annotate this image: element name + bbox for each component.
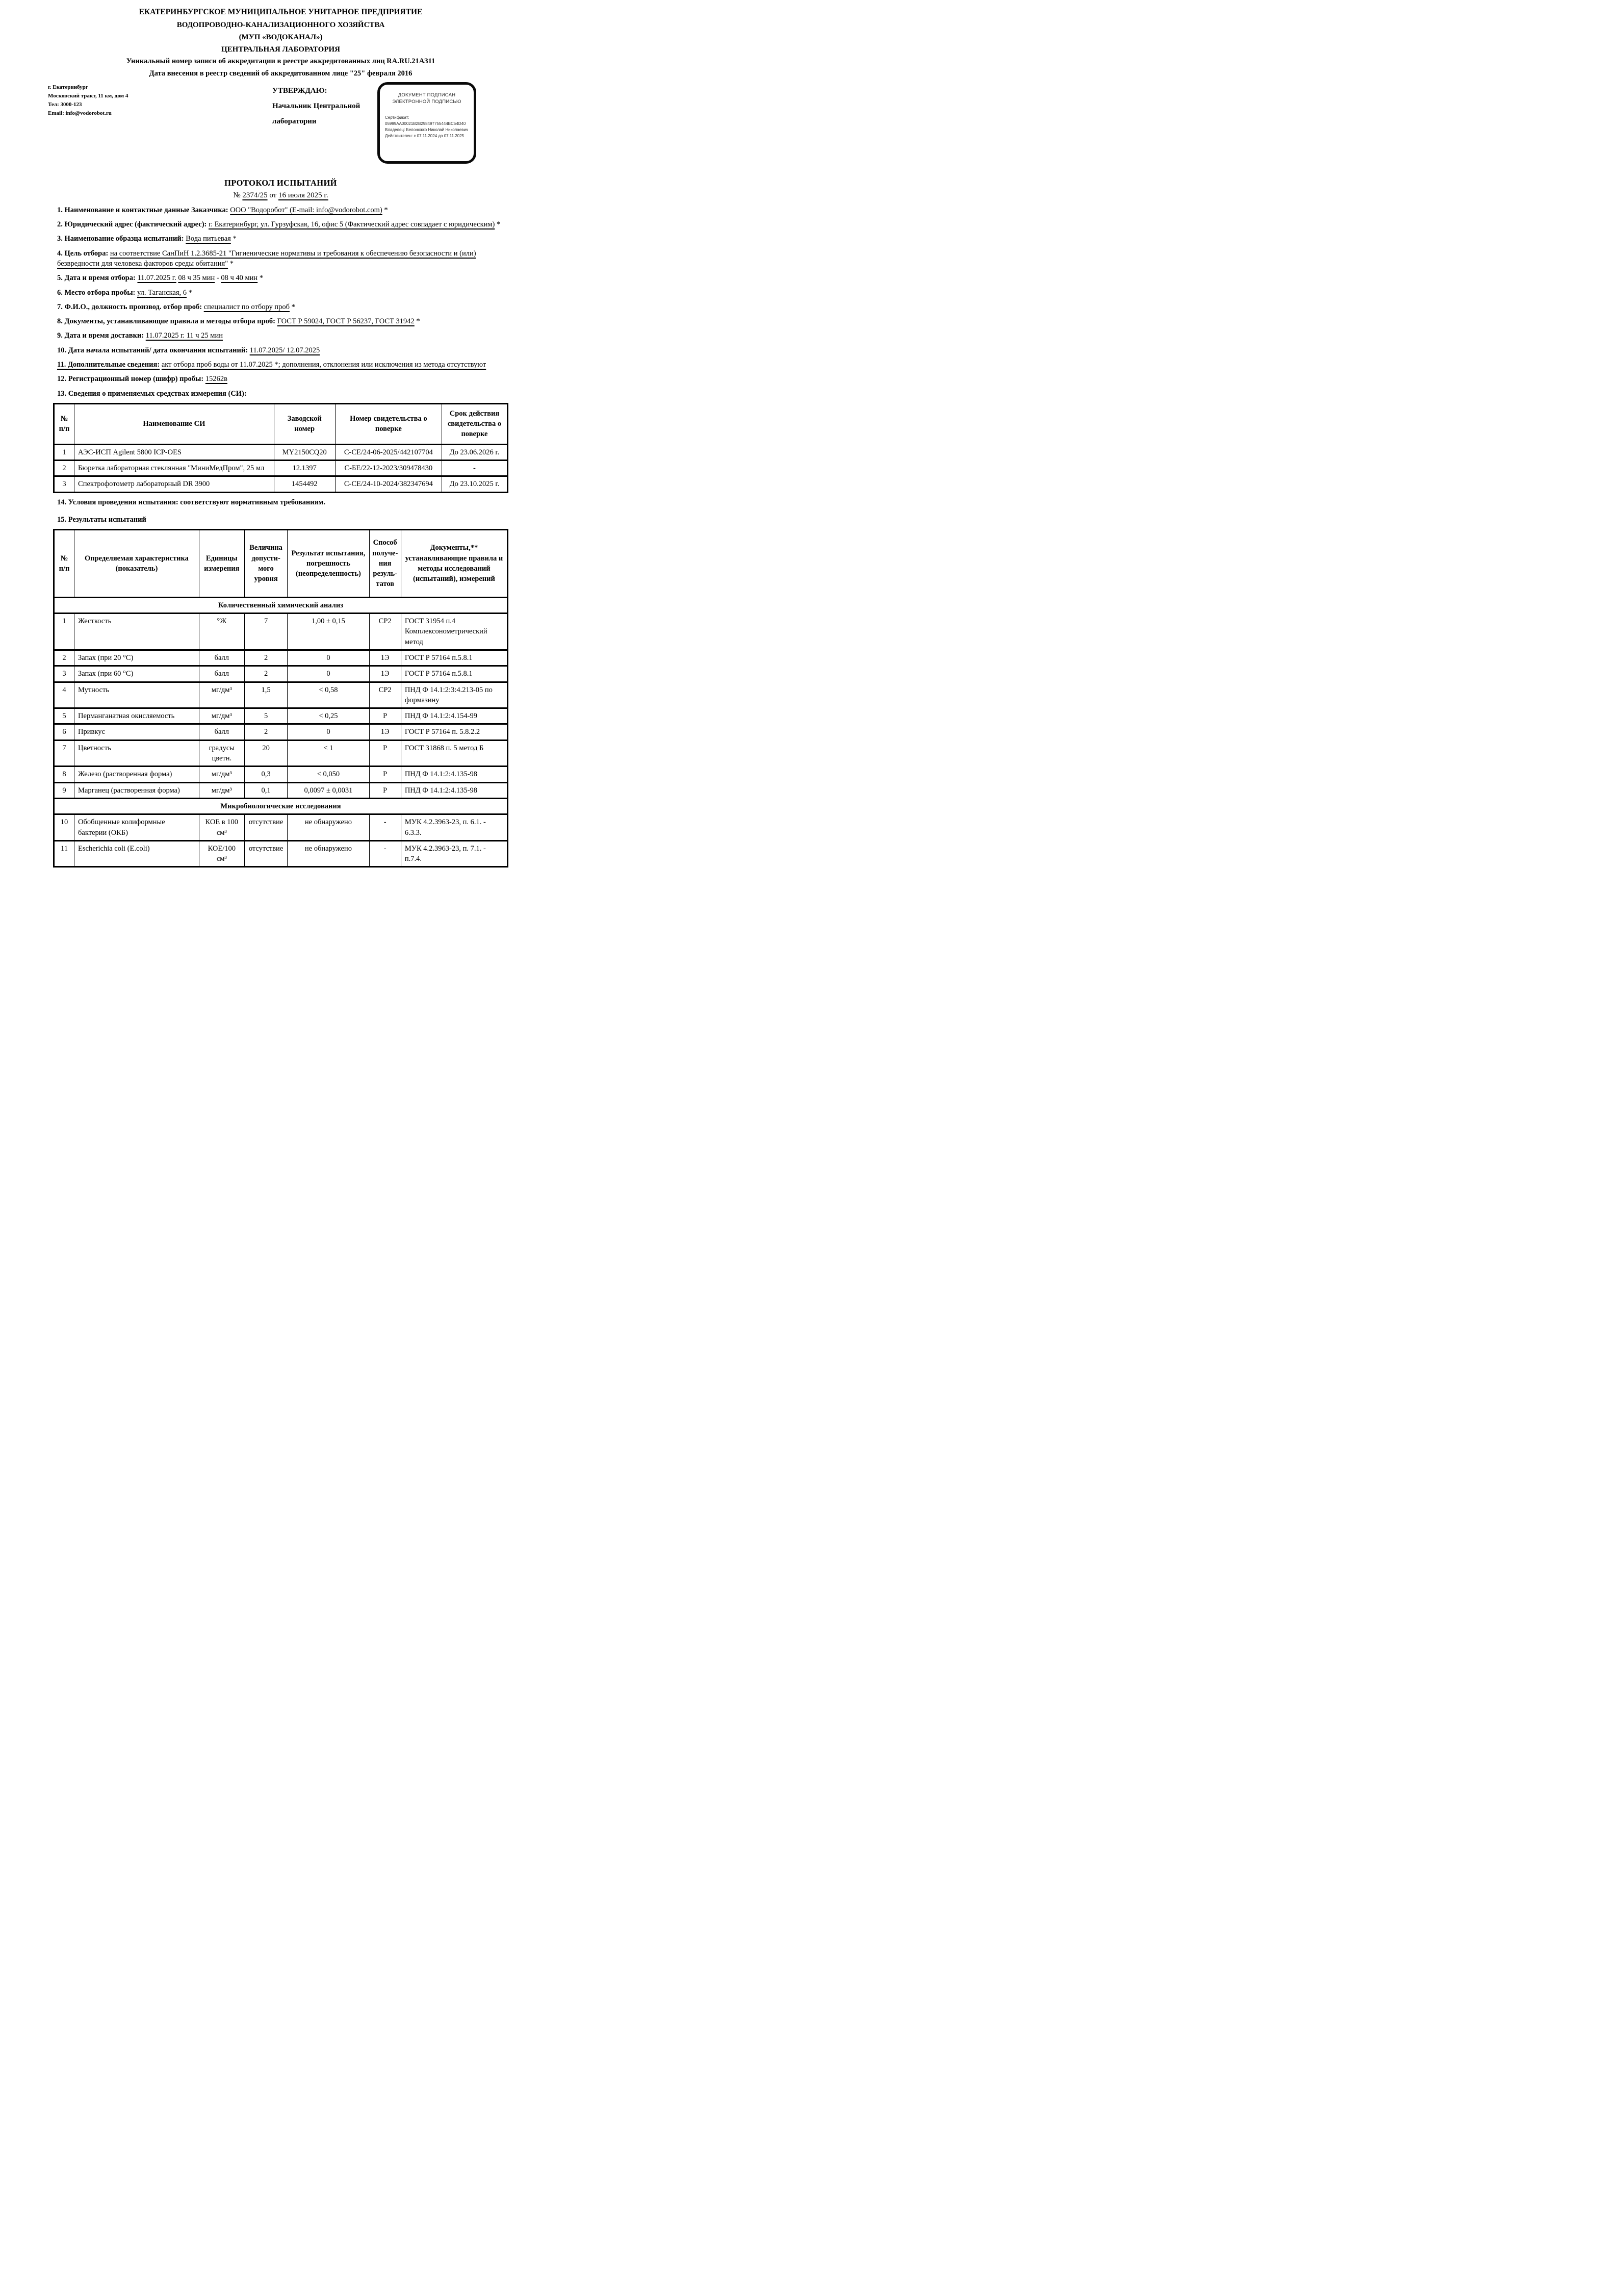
item-1 (57, 205, 508, 215)
results-cell-6-4: 0 (288, 724, 369, 740)
results-cell-9-4: 0,0097 ± 0,0031 (288, 782, 369, 798)
protocol-number-conj: от (269, 191, 277, 199)
item-6-value-0: ул. Таганская, 6 (137, 288, 187, 297)
results-cell-7-3: 20 (244, 740, 288, 767)
results-cell-3-0: 3 (54, 666, 74, 682)
results-cell-10-2: КОЕ в 100 см³ (199, 814, 244, 841)
item-2-value-1: * (495, 220, 501, 229)
results-cell-4-2: мг/дм³ (199, 682, 244, 708)
results-cell-5-0: 5 (54, 708, 74, 724)
stamp-title (380, 92, 474, 106)
stamp-title-line2: ЭЛЕКТРОННОЙ ПОДПИСЬЮ (392, 99, 461, 105)
stamp-certificate-block (385, 115, 470, 139)
results-cell-5-5: Р (369, 708, 401, 724)
results-cell-9-1: Марганец (растворенная форма) (74, 782, 199, 798)
item-8-label: 8. Документы, устанавливающие правила и методы отбора проб: (57, 317, 276, 326)
results-table-row-2 (54, 650, 508, 666)
results-cell-5-6: ПНД Ф 14.1:2:4.154-99 (401, 708, 507, 724)
item-9-value-0: 11.07.2025 г. 11 ч 25 мин (145, 331, 223, 340)
item-12-value-0: 15262в (205, 375, 227, 384)
contact-address: Московский тракт, 11 км, дом 4 (48, 92, 128, 99)
si-col-header-0: № п/п (54, 403, 74, 444)
results-cell-2-3: 2 (244, 650, 288, 666)
results-cell-3-2: балл (199, 666, 244, 682)
item-12 (57, 374, 508, 384)
si-cell-3-1: Спектрофотометр лабораторный DR 3900 (74, 476, 274, 492)
results-cell-1-6: ГОСТ 31954 п.4 Комплексонометрический метод (401, 614, 507, 650)
item-7-label: 7. Ф.И.О., должность производ. отбор проб: (57, 302, 202, 311)
item-5-value-2: 08 ч 35 мин (178, 274, 215, 283)
results-cell-10-0: 10 (54, 814, 74, 841)
results-cell-8-1: Железо (растворенная форма) (74, 767, 199, 782)
results-cell-8-2: мг/дм³ (199, 767, 244, 782)
results-table-row-7 (54, 740, 508, 767)
results-cell-4-0: 4 (54, 682, 74, 708)
item-1-value-1: * (382, 206, 388, 214)
results-col-header-5: Способ получе- ния резуль- татов (369, 530, 401, 597)
results-cell-2-2: балл (199, 650, 244, 666)
item-11 (57, 360, 508, 370)
results-cell-3-6: ГОСТ Р 57164 п.5.8.1 (401, 666, 507, 682)
results-cell-7-0: 7 (54, 740, 74, 767)
approval-block (272, 83, 360, 129)
stamp-validity: Действителен: с 07.11.2024 до 07.11.2025 (385, 134, 465, 139)
results-cell-6-2: балл (199, 724, 244, 740)
results-col-header-1: Определяемая характеристика (показатель) (74, 530, 199, 597)
results-cell-1-4: 1,00 ± 0,15 (288, 614, 369, 650)
approval-position-line2: лаборатории (272, 117, 317, 125)
results-table-header (54, 530, 508, 597)
results-cell-3-5: 1Э (369, 666, 401, 682)
results-section-row-1 (54, 798, 508, 814)
si-cell-1-4: До 23.06.2026 г. (442, 444, 507, 460)
results-cell-11-3: отсутствие (244, 840, 288, 867)
results-section-title-1: Микробиологические исследования (54, 798, 508, 814)
si-cell-3-4: До 23.10.2025 г. (442, 476, 507, 492)
results-cell-2-6: ГОСТ Р 57164 п.5.8.1 (401, 650, 507, 666)
results-cell-11-5: - (369, 840, 401, 867)
results-cell-1-0: 1 (54, 614, 74, 650)
si-cell-3-3: С-СЕ/24-10-2024/382347694 (335, 476, 442, 492)
results-table-body (54, 597, 508, 867)
results-cell-10-3: отсутствие (244, 814, 288, 841)
results-cell-3-4: 0 (288, 666, 369, 682)
results-cell-4-6: ПНД Ф 14.1:2:3:4.213-05 по формазину (401, 682, 507, 708)
item-8 (57, 316, 508, 326)
test-results-table (53, 529, 508, 868)
results-cell-9-2: мг/дм³ (199, 782, 244, 798)
stamp-cert-number: 05999AA00021B2B298497755444BC54D40 (385, 121, 466, 126)
item-3-label: 3. Наименование образца испытаний: (57, 235, 184, 243)
results-cell-3-1: Запах (при 60 °С) (74, 666, 199, 682)
item-5-value-5: * (257, 274, 264, 283)
results-cell-7-4: < 1 (288, 740, 369, 767)
results-cell-8-4: < 0,050 (288, 767, 369, 782)
org-name-line4: ЦЕНТРАЛЬНАЯ ЛАБОРАТОРИЯ (221, 45, 340, 54)
results-cell-11-6: МУК 4.2.3963-23, п. 7.1. - п.7.4. (401, 840, 507, 867)
item-8-value-1: * (414, 317, 420, 326)
item-9-label: 9. Дата и время доставки: (57, 331, 144, 340)
item-10 (57, 345, 508, 355)
registry-date-line: Дата внесения в реестр сведений об аккредитованном лице "25" февраля 2016 (149, 69, 413, 78)
results-cell-7-5: Р (369, 740, 401, 767)
results-cell-10-4: не обнаружено (288, 814, 369, 841)
results-cell-2-0: 2 (54, 650, 74, 666)
results-col-header-6: Документы,** устанавливающие правила и методы исследований (испытаний), измерений (401, 530, 507, 597)
lab-contact-block (48, 83, 128, 118)
org-name-line1: ЕКАТЕРИНБУРГСКОЕ МУНИЦИПАЛЬНОЕ УНИТАРНОЕ ПРЕДПРИЯТИЕ (139, 8, 423, 16)
item-2 (57, 219, 508, 229)
results-cell-4-1: Мутность (74, 682, 199, 708)
results-cell-6-0: 6 (54, 724, 74, 740)
protocol-number-line (53, 190, 508, 201)
conditions-line: 14. Условия проведения испытания: соответствуют нормативным требованиям. (57, 498, 325, 506)
org-name-line2: ВОДОПРОВОДНО-КАНАЛИЗАЦИОННОГО ХОЗЯЙСТВА (176, 20, 385, 29)
results-header-row (54, 530, 508, 597)
item-10-value-0: 11.07.2025/ 12.07.2025 (249, 346, 320, 354)
results-table-row-6 (54, 724, 508, 740)
results-cell-10-1: Обобщенные колиформные бактерии (ОКБ) (74, 814, 199, 841)
results-col-header-4: Результат испытания, погрешность (неопределенность) (288, 530, 369, 597)
results-cell-8-3: 0,3 (244, 767, 288, 782)
si-table-header (54, 403, 508, 444)
results-cell-8-6: ПНД Ф 14.1:2:4.135-98 (401, 767, 507, 782)
results-col-header-0: № п/п (54, 530, 74, 597)
si-cell-1-1: АЭС-ИСП Agilent 5800 ICP-OES (74, 444, 274, 460)
item-7-value-0: специалист по отбору проб (203, 302, 290, 311)
accreditation-line: Уникальный номер записи об аккредитации в реестре аккредитованных лиц RA.RU.21АЗ11 (126, 57, 435, 65)
item-10-label: 10. Дата начала испытаний/ дата окончания испытаний: (57, 346, 248, 354)
si-header-row (54, 403, 508, 444)
protocol-title: ПРОТОКОЛ ИСПЫТАНИЙ (224, 177, 337, 188)
results-cell-6-1: Привкус (74, 724, 199, 740)
items-list (53, 205, 508, 399)
item-4-label: 4. Цель отбора: (57, 249, 109, 258)
item-3 (57, 234, 508, 244)
results-cell-10-6: МУК 4.2.3963-23, п. 6.1. - 6.3.3. (401, 814, 507, 841)
item-13 (57, 389, 508, 399)
info-row (48, 82, 508, 170)
si-cell-2-4: - (442, 461, 507, 476)
results-cell-3-3: 2 (244, 666, 288, 682)
results-table-row-10 (54, 814, 508, 841)
item-2-value-0: г. Екатеринбург, ул. Гурзуфская, 16, офис 5 (Фактический адрес совпадает с юридическим) (209, 220, 495, 229)
results-cell-8-0: 8 (54, 767, 74, 782)
item-6 (57, 288, 508, 298)
item-7 (57, 302, 508, 312)
results-cell-1-5: СР2 (369, 614, 401, 650)
item-5-value-3: - (215, 274, 221, 283)
item-6-label: 6. Место отбора пробы: (57, 288, 136, 297)
item-5 (57, 273, 508, 283)
results-table-row-9 (54, 782, 508, 798)
si-cell-2-1: Бюретка лабораторная стеклянная "МиниМедПром", 25 мл (74, 461, 274, 476)
results-cell-2-5: 1Э (369, 650, 401, 666)
item-6-value-1: * (187, 288, 192, 297)
si-table-body (54, 444, 508, 492)
si-table-row-2 (54, 461, 508, 476)
results-section-title-0: Количественный химический анализ (54, 597, 508, 613)
si-cell-3-2: 1454492 (274, 476, 335, 492)
results-cell-1-3: 7 (244, 614, 288, 650)
results-col-header-3: Величина допусти- мого уровня (244, 530, 288, 597)
results-cell-11-1: Escherichia coli (E.coli) (74, 840, 199, 867)
item-13-label: 13. Сведения о применяемых средствах измерения (СИ): (57, 389, 247, 398)
approval-word: УТВЕРЖДАЮ: (272, 86, 327, 95)
results-cell-9-3: 0,1 (244, 782, 288, 798)
results-cell-10-5: - (369, 814, 401, 841)
contact-email: Email: info@vodorobot.ru (48, 110, 112, 116)
si-col-header-1: Наименование СИ (74, 403, 274, 444)
si-cell-1-0: 1 (54, 444, 74, 460)
measuring-instruments-table (53, 403, 508, 493)
item-11-value-0: акт отбора проб воды от 11.07.2025 *; дополнения, отклонения или исключения из метода отсутствуют (161, 361, 486, 369)
results-col-header-2: Единицы измерения (199, 530, 244, 597)
results-table-row-11 (54, 840, 508, 867)
protocol-number: 2374/25 (242, 191, 268, 199)
results-cell-4-5: СР2 (369, 682, 401, 708)
si-table-row-3 (54, 476, 508, 492)
results-cell-1-1: Жесткость (74, 614, 199, 650)
results-cell-5-3: 5 (244, 708, 288, 724)
si-col-header-2: Заводской номер (274, 403, 335, 444)
si-cell-2-3: С-БЕ/22-12-2023/309478430 (335, 461, 442, 476)
item-5-label: 5. Дата и время отбора: (57, 274, 136, 283)
results-cell-6-5: 1Э (369, 724, 401, 740)
digital-signature-stamp (377, 82, 476, 164)
document-page (0, 0, 541, 880)
results-cell-9-0: 9 (54, 782, 74, 798)
org-header (53, 6, 508, 80)
si-cell-2-0: 2 (54, 461, 74, 476)
protocol-date: 16 июля 2025 г. (278, 191, 328, 199)
item-5-value-0: 11.07.2025 г. (137, 274, 176, 283)
results-cell-11-0: 11 (54, 840, 74, 867)
results-cell-8-5: Р (369, 767, 401, 782)
results-table-row-8 (54, 767, 508, 782)
stamp-owner: Владелец: Белоножко Николай Николаевич (385, 127, 468, 133)
results-cell-1-2: °Ж (199, 614, 244, 650)
results-cell-9-5: Р (369, 782, 401, 798)
item-11-label: 11. Дополнительные сведения: (57, 361, 160, 369)
results-cell-5-2: мг/дм³ (199, 708, 244, 724)
results-section-title: 15. Результаты испытаний (57, 515, 146, 524)
results-table-row-5 (54, 708, 508, 724)
item-7-value-1: * (290, 302, 295, 311)
si-table-row-1 (54, 444, 508, 460)
item-4-value-1: * (228, 259, 234, 268)
item-5-value-4: 08 ч 40 мин (221, 274, 258, 283)
si-col-header-4: Срок действия свидетельства о поверке (442, 403, 507, 444)
si-cell-3-0: 3 (54, 476, 74, 492)
contact-phone: Тел: 3000-123 (48, 101, 82, 108)
item-9 (57, 330, 508, 341)
contact-city: г. Екатеринбург (48, 84, 88, 90)
results-cell-6-3: 2 (244, 724, 288, 740)
results-section-row-0 (54, 597, 508, 613)
item-4 (57, 248, 508, 269)
results-cell-5-1: Перманганатная окисляемость (74, 708, 199, 724)
results-cell-4-4: < 0,58 (288, 682, 369, 708)
si-col-header-3: Номер свидетельства о поверке (335, 403, 442, 444)
results-table-row-3 (54, 666, 508, 682)
item-2-label: 2. Юридический адрес (фактический адрес): (57, 220, 207, 229)
results-cell-11-4: не обнаружено (288, 840, 369, 867)
results-cell-7-2: градусы цветн. (199, 740, 244, 767)
results-cell-7-6: ГОСТ 31868 п. 5 метод Б (401, 740, 507, 767)
item-3-value-1: * (230, 235, 237, 243)
results-cell-2-1: Запах (при 20 °С) (74, 650, 199, 666)
results-cell-11-2: КОЕ/100 см³ (199, 840, 244, 867)
results-table-row-1 (54, 614, 508, 650)
si-cell-1-2: MY2150CQ20 (274, 444, 335, 460)
protocol-number-prefix: № (233, 191, 241, 199)
results-cell-4-3: 1,5 (244, 682, 288, 708)
item-4-value-0: на соответствие СанПиН 1.2.3685-21 "Гигиенические нормативы и требования к обеспечению безопасности и (или) безвредности для человека факторов среды обитания" (57, 249, 476, 268)
stamp-title-line1: ДОКУМЕНТ ПОДПИСАН (398, 92, 456, 98)
item-3-value-0: Вода питьевая (186, 235, 231, 243)
item-1-label: 1. Наименование и контактные данные Заказчика: (57, 206, 228, 214)
results-cell-5-4: < 0,25 (288, 708, 369, 724)
results-cell-6-6: ГОСТ Р 57164 п. 5.8.2.2 (401, 724, 507, 740)
results-cell-9-6: ПНД Ф 14.1:2:4.135-98 (401, 782, 507, 798)
si-cell-2-2: 12.1397 (274, 461, 335, 476)
si-cell-1-3: С-СЕ/24-06-2025/442107704 (335, 444, 442, 460)
item-12-label: 12. Регистрационный номер (шифр) пробы: (57, 375, 204, 384)
stamp-cert-label: Сертификат: (385, 115, 409, 120)
item-1-value-0: ООО "Водоробот" (E-mail: info@vodorobot.com) (230, 206, 382, 214)
results-table-row-4 (54, 682, 508, 708)
results-cell-2-4: 0 (288, 650, 369, 666)
org-name-line3: (МУП «ВОДОКАНАЛ») (239, 33, 323, 41)
item-8-value-0: ГОСТ Р 59024, ГОСТ Р 56237, ГОСТ 31942 (277, 317, 415, 326)
approval-position-line1: Начальник Центральной (272, 101, 360, 110)
results-cell-7-1: Цветность (74, 740, 199, 767)
